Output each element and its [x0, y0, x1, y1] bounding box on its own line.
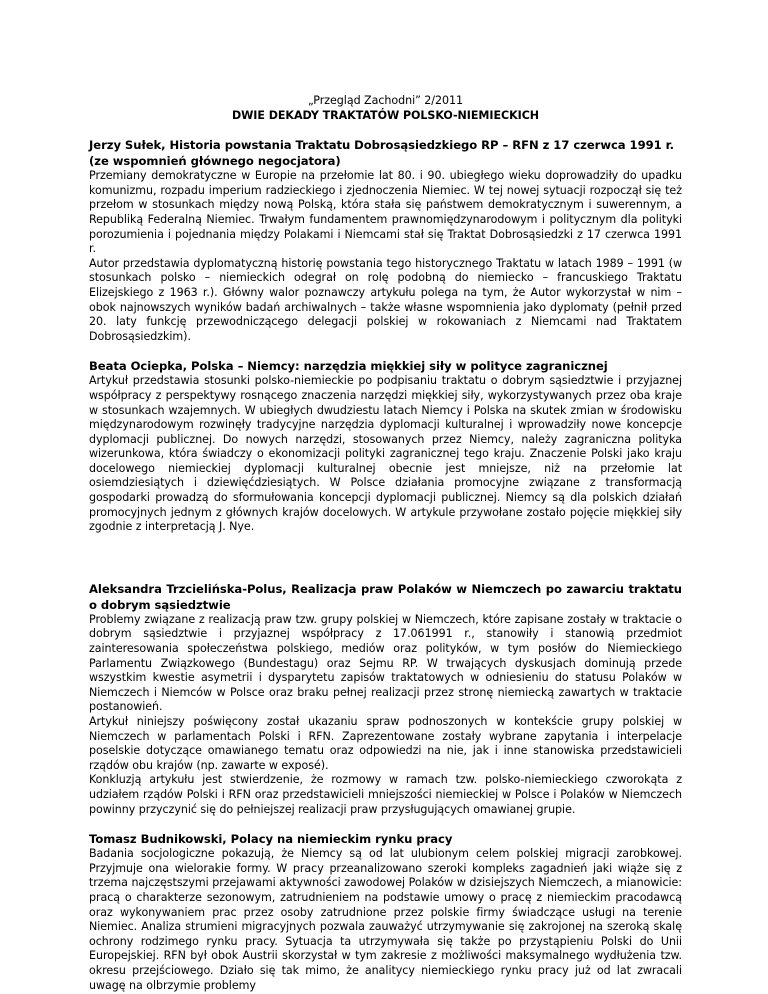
article-paragraph: Artykuł przedstawia stosunki polsko-niemieckie po podpisaniu traktatu o dobrym sąsiedztwie i przyjaznej współpracy z perspektywy rosnącego znaczenia narzędzi miękkiej siły, wykorzystywanych przez oba kraje w stosunkach wzajemnych. W ubiegłych dwudziestu latach Niemcy i Polska na skutek zmian w środowisku międzynarodowym rozwinęły tradycyjne narzędzia dyplomacji kulturalnej i wprowadziły nowe koncepcje dyplomacji publicznej. Do nowych narzędzi, stosowanych przez Niemcy, należy zagraniczna polityka wizerunkowa, która świadczy o ekonomizacji polityki zagranicznej tego kraju. Znaczenie Polski jako kraju docelowego niemieckiej dyplomacji kulturalnej obecnie jest mniejsze, niż na przełomie lat osiemdziesiątych i dziewięćdziesiątych. W Polsce działania promocyjne związane z transformacją gospodarki prowadzą do sformułowania koncepcji dyplomacji publicznej. Niemcy są dla polskich działań promocyjnych jednym z głównych krajów docelowych. W artykule przywołane zostało pojęcie miękkiej siły zgodnie z interpretacją J. Nye.	[89, 374, 682, 534]
article-paragraph: Problemy związane z realizacją praw tzw. grupy polskiej w Niemczech, które zapisane zostały w traktacie o dobrym sąsiedztwie i przyjaznej współpracy z 17.061991 r., stanowiły i stanowią przedmiot zainteresowania społeczeństwa polskiego, mediów oraz polityków, w tym posłów do Niemieckiego Parlamentu Związkowego (Bundestagu) oraz Sejmu RP. W trwających dyskusjach dominują przede wszystkim kwestie asymetrii i dysparytetu zapisów traktatowych w odniesieniu do statusu Polaków w Niemczech i Niemców w Polsce oraz braku pełnej realizacji przez stronę niemiecką zawartych w traktacie postanowień.	[89, 612, 682, 714]
article-ociepka	[89, 358, 682, 535]
article-paragraph: Przemiany demokratyczne w Europie na przełomie lat 80. i 90. ubiegłego wieku doprowadziły do upadku komunizmu, rozpadu imperium radzieckiego i zjednoczenia Niemiec. W tej nowej sytuacji rozpoczął się też przełom w stosunkach między nową Polską, która stała się państwem demokratycznym i suwerennym, a Republiką Federalną Niemiec. Trwałym fundamentem prawnomiędzynarodowym i politycznym dla polityki porozumienia i pojednania między Polakami i Niemcami stał się Traktat Dobrosąsiedzki z 17 czerwca 1991 r.	[89, 169, 682, 256]
article-paragraph: Badania socjologiczne pokazują, że Niemcy są od lat ulubionym celem polskiej migracji zarobkowej. Przyjmuje ona wielorakie formy. W pracy przeanalizowano szeroki kompleks zagadnień jaki wiąże się z trzema najczęstszymi przejawami aktywności zawodowej Polaków w dzisiejszych Niemczech, a mianowicie: pracą o charakterze sezonowym, zatrudnieniem na podstawie umowy o pracę z niemieckim pracodawcą oraz wykonywaniem prac przez osoby zatrudnione przez polskie firmy świadczące usługi na terenie Niemiec. Analiza strumieni migracyjnych pozwala zauważyć utrzymywanie się zakrojonej na szeroką skalę ochrony rodzimego rynku pracy. Sytuacja ta utrzymywała się także po przystąpieniu Polski do Unii Europejskiej. RFN był obok Austrii skorzystał w tym zakresie z możliwości maksymalnego wydłużenia tzw. okresu przejściowego. Działo się tak mimo, że analitycy niemieckiego rynku pracy już od lat zwracali uwagę na olbrzymie problemy	[89, 847, 682, 992]
journal-name: „Przegląd Zachodni” 2/2011	[307, 94, 464, 107]
article-paragraph: Konkluzją artykułu jest stwierdzenie, że rozmowy w ramach tzw. polsko-niemieckiego czworokąta z udziałem rządów Polski i RFN oraz przedstawicieli mniejszości niemieckiej w Polsce i Polaków w Niemczech powinny przyczynić się do pełniejszej realizacji praw przysługujących omawianej grupie.	[89, 773, 682, 816]
page-title: DWIE DEKADY TRAKTATÓW POLSKO-NIEMIECKICH	[231, 108, 540, 122]
article-heading: Jerzy Sułek, Historia powstania Traktatu Dobrosąsiedzkiego RP – RFN z 17 czerwca 1991 r. (ze wspomnień głównego negocjatora)	[89, 138, 674, 169]
article-paragraph: Artykuł niniejszy poświęcony został ukazaniu spraw podnoszonych w kontekście grupy polskiej w Niemczech w parlamentach Polski i RFN. Zaprezentowane zostały wybrane zapytania i interpelacje poselskie dotyczące omawianego tematu oraz odpowiedzi na nie, jak i inne stanowiska przedstawicieli rządów obu krajów (np. zawarte w exposé).	[89, 715, 682, 772]
article-heading: Beata Ociepka, Polska – Niemcy: narzędzia miękkiej siły w polityce zagranicznej	[89, 359, 608, 374]
article-paragraph: Autor przedstawia dyplomatyczną historię powstania tego historycznego Traktatu w latach 1989 – 1991 (w stosunkach polsko – niemieckich odegrał on rolę podobną do niemiecko – francuskiego Traktatu Elizejskiego z 1963 r.). Główny walor poznawczy artykułu polega na tym, że Autor wykorzystał w nim – obok najnowszych wyników badań archiwalnych – także własne wspomnienia jako dyplomaty (pełnił przed 20. laty funkcję przewodniczącego delegacji polskiej w rokowaniach z Niemcami nad Traktatem Dobrosąsiedzkim).	[89, 256, 682, 343]
document-header	[89, 94, 682, 123]
article-heading: Tomasz Budnikowski, Polacy na niemieckim rynku pracy	[89, 832, 453, 847]
article-heading: Aleksandra Trzcielińska-Polus, Realizacja praw Polaków w Niemczech po zawarciu traktatu o dobrym sąsiedztwie	[89, 581, 682, 612]
article-sulek	[89, 137, 682, 344]
document-page	[89, 94, 682, 993]
article-budnikowski	[89, 831, 682, 993]
article-trzcielinska-polus	[89, 581, 682, 817]
